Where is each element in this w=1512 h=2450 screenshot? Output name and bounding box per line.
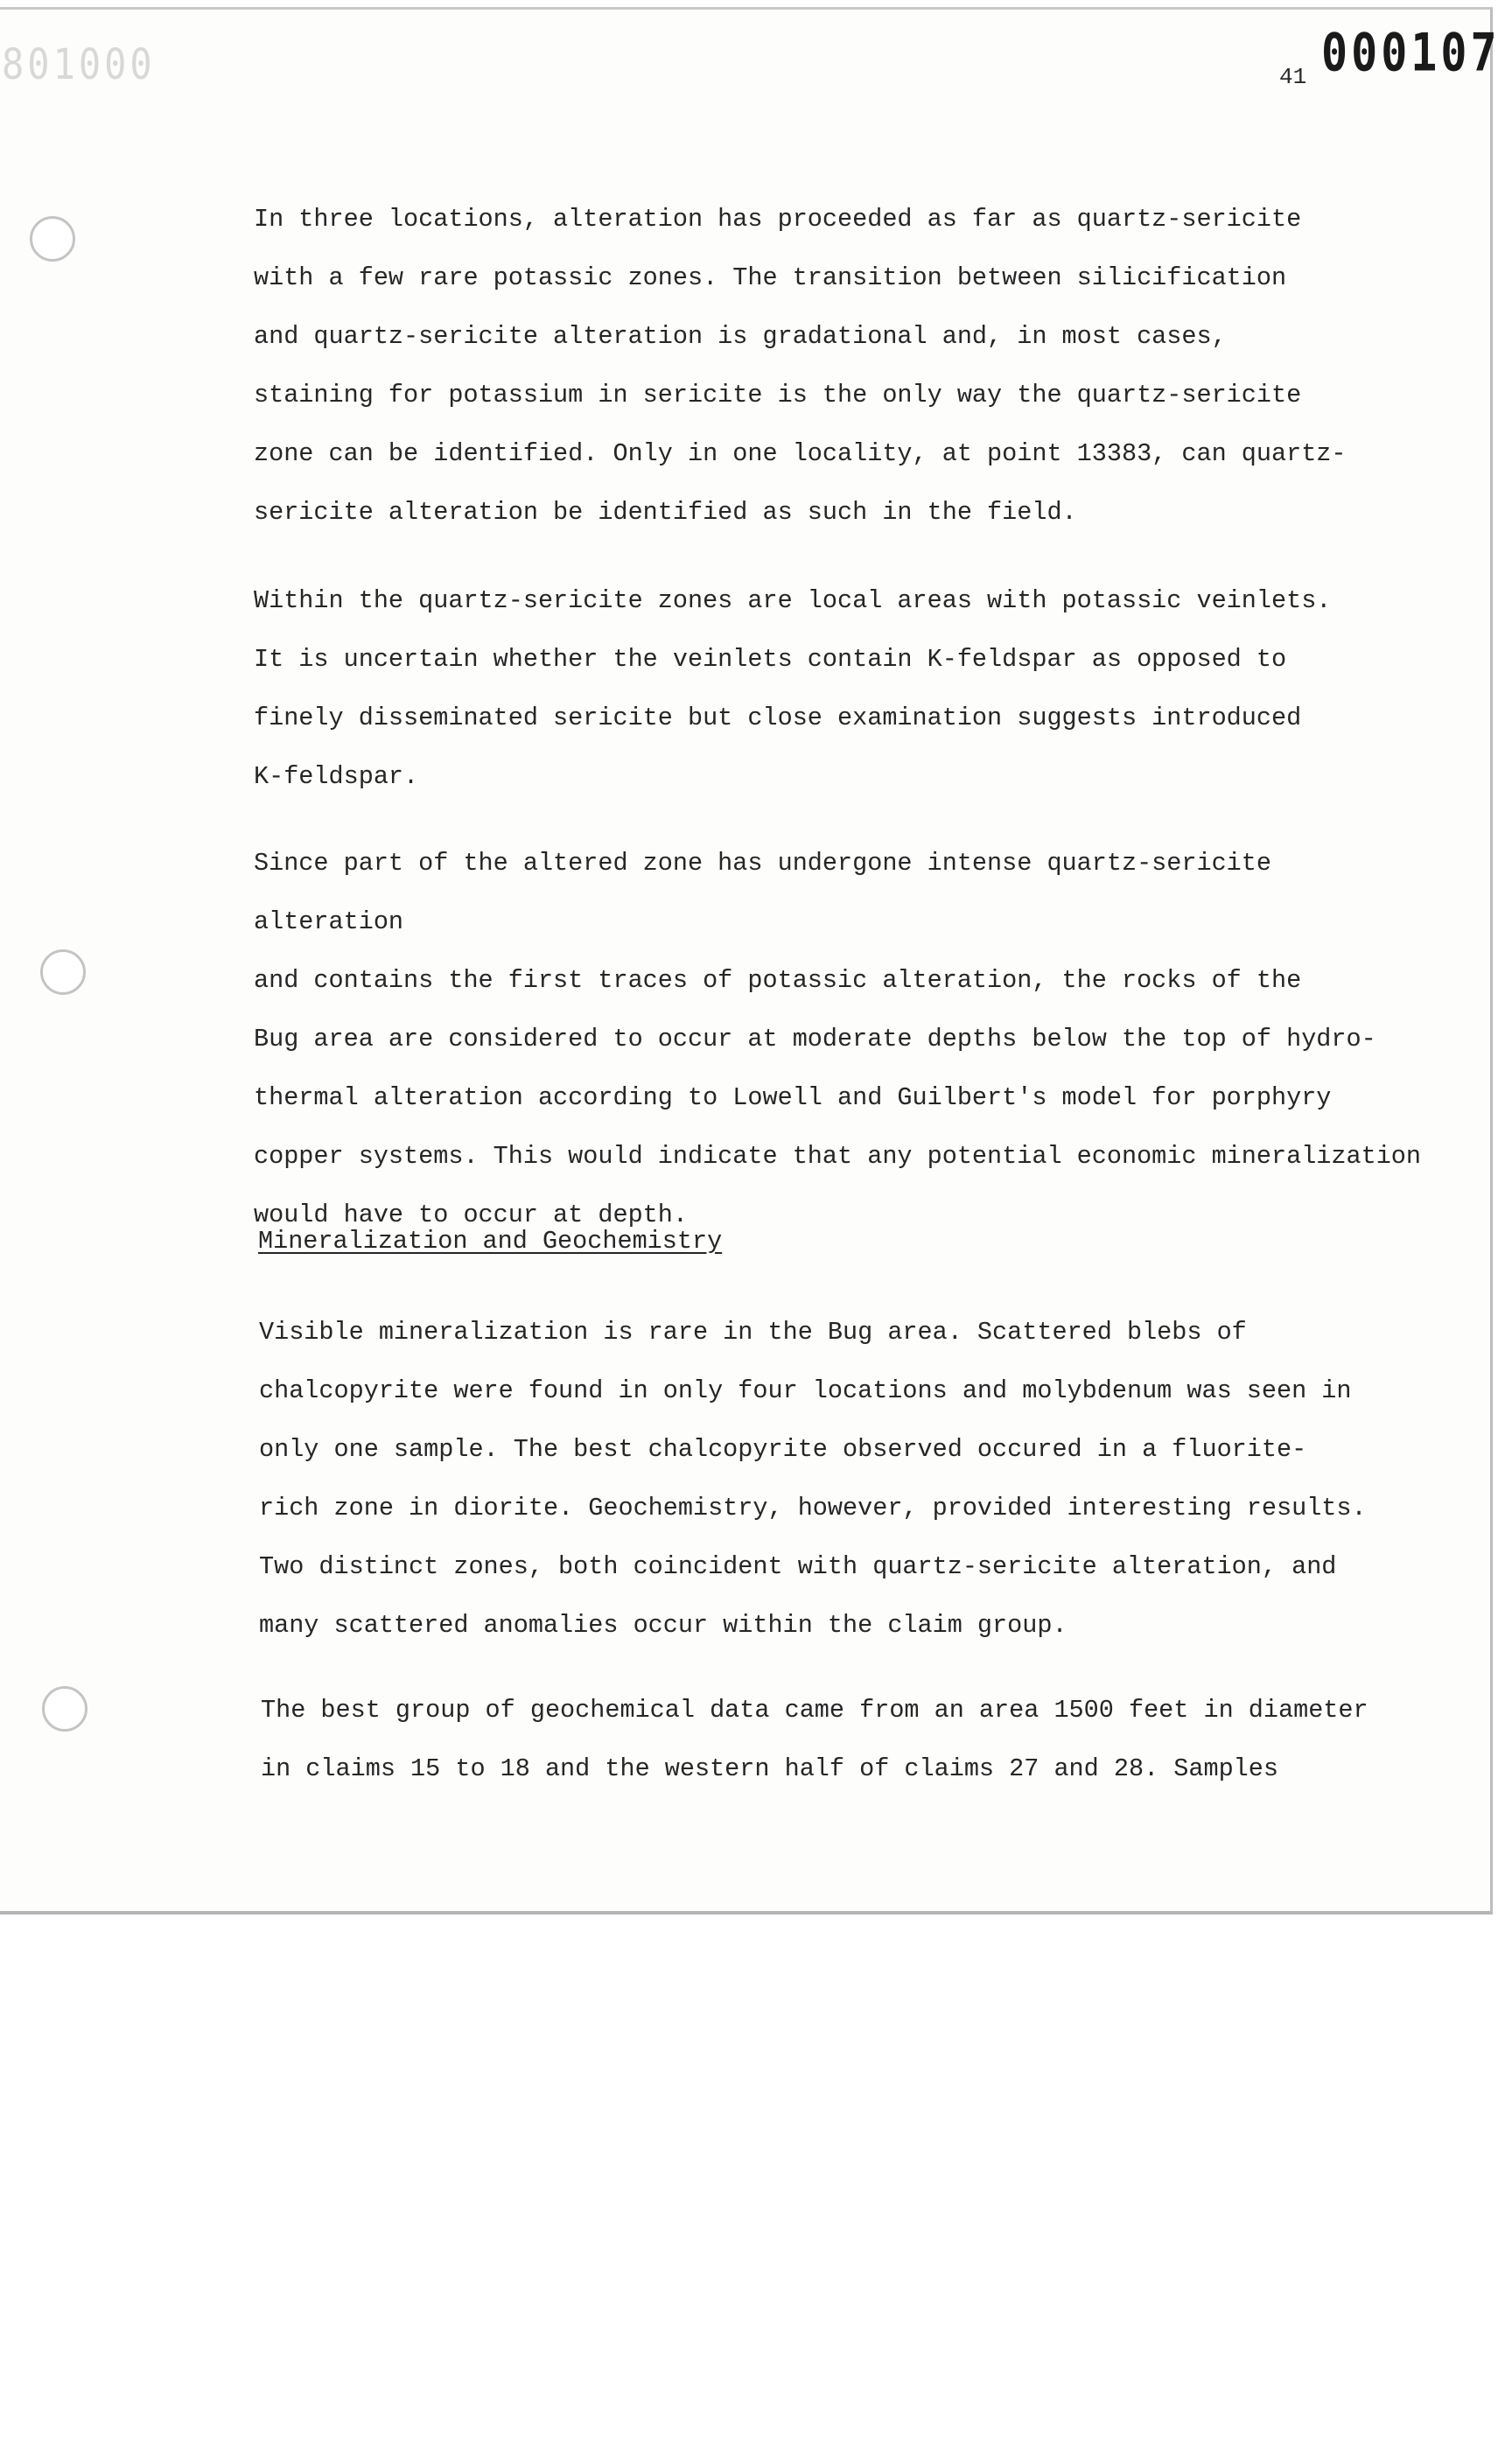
- punch-hole-top: [30, 216, 75, 262]
- punch-hole-middle: [40, 949, 86, 995]
- punch-hole-bottom: [42, 1686, 88, 1732]
- paragraph-quartz-sericite-alteration: In three locations, alteration has proceeded as far as quartz-sericite with a few rare potassic zones. The transition between silicification and quartz-sericite alteration is gradational and, in most cases, staining for potassium in sericite is the only way the quartz-sericite zone can be identified. Only in one locality, at point 13383, can quartz- sericite alteration be identified as such in the field.: [254, 205, 1347, 527]
- section-heading: Mineralization and Geochemistry: [258, 1227, 723, 1256]
- page-number: 41: [1279, 64, 1307, 90]
- paragraph-visible-mineralization: Visible mineralization is rare in the Bug area. Scattered blebs of chalcopyrite were found in only four locations and molybdenum was seen in only one sample. The best chalcopyrite observed occured in a fluorite- rich zone in diorite. Geochemistry, however, provided interesting results. Two distinct zones, both coincident with quartz-sericite alteration, and many scattered anomalies occur within the claim group.: [259, 1318, 1367, 1640]
- paragraph-alteration-depth: Since part of the altered zone has undergone intense quartz-sericite alteration and contains the first traces of potassic alteration, the rocks of the Bug area are considered to occur at moderate depths below the top of hydro- thermal alteration according to Lowell and Guilbert's model for porphyry copper systems. This would indicate that any potential economic mineralization would have to occur at depth.: [254, 849, 1422, 1229]
- paragraph-potassic-veinlets: Within the quartz-sericite zones are local areas with potassic veinlets. It is uncertain whether the veinlets contain K-feldspar as opposed to finely disseminated sericite but close examination suggests introduced K-feldspar.: [254, 586, 1332, 791]
- paragraph-geochemical-data: The best group of geochemical data came from an area 1500 feet in diameter in claims 15 to 18 and the western half of claims 27 and 28. Samples: [261, 1696, 1368, 1783]
- faded-document-number: 801000: [2, 39, 156, 89]
- document-page: [0, 7, 1501, 1914]
- document-number-stamp: 000107: [1321, 22, 1501, 83]
